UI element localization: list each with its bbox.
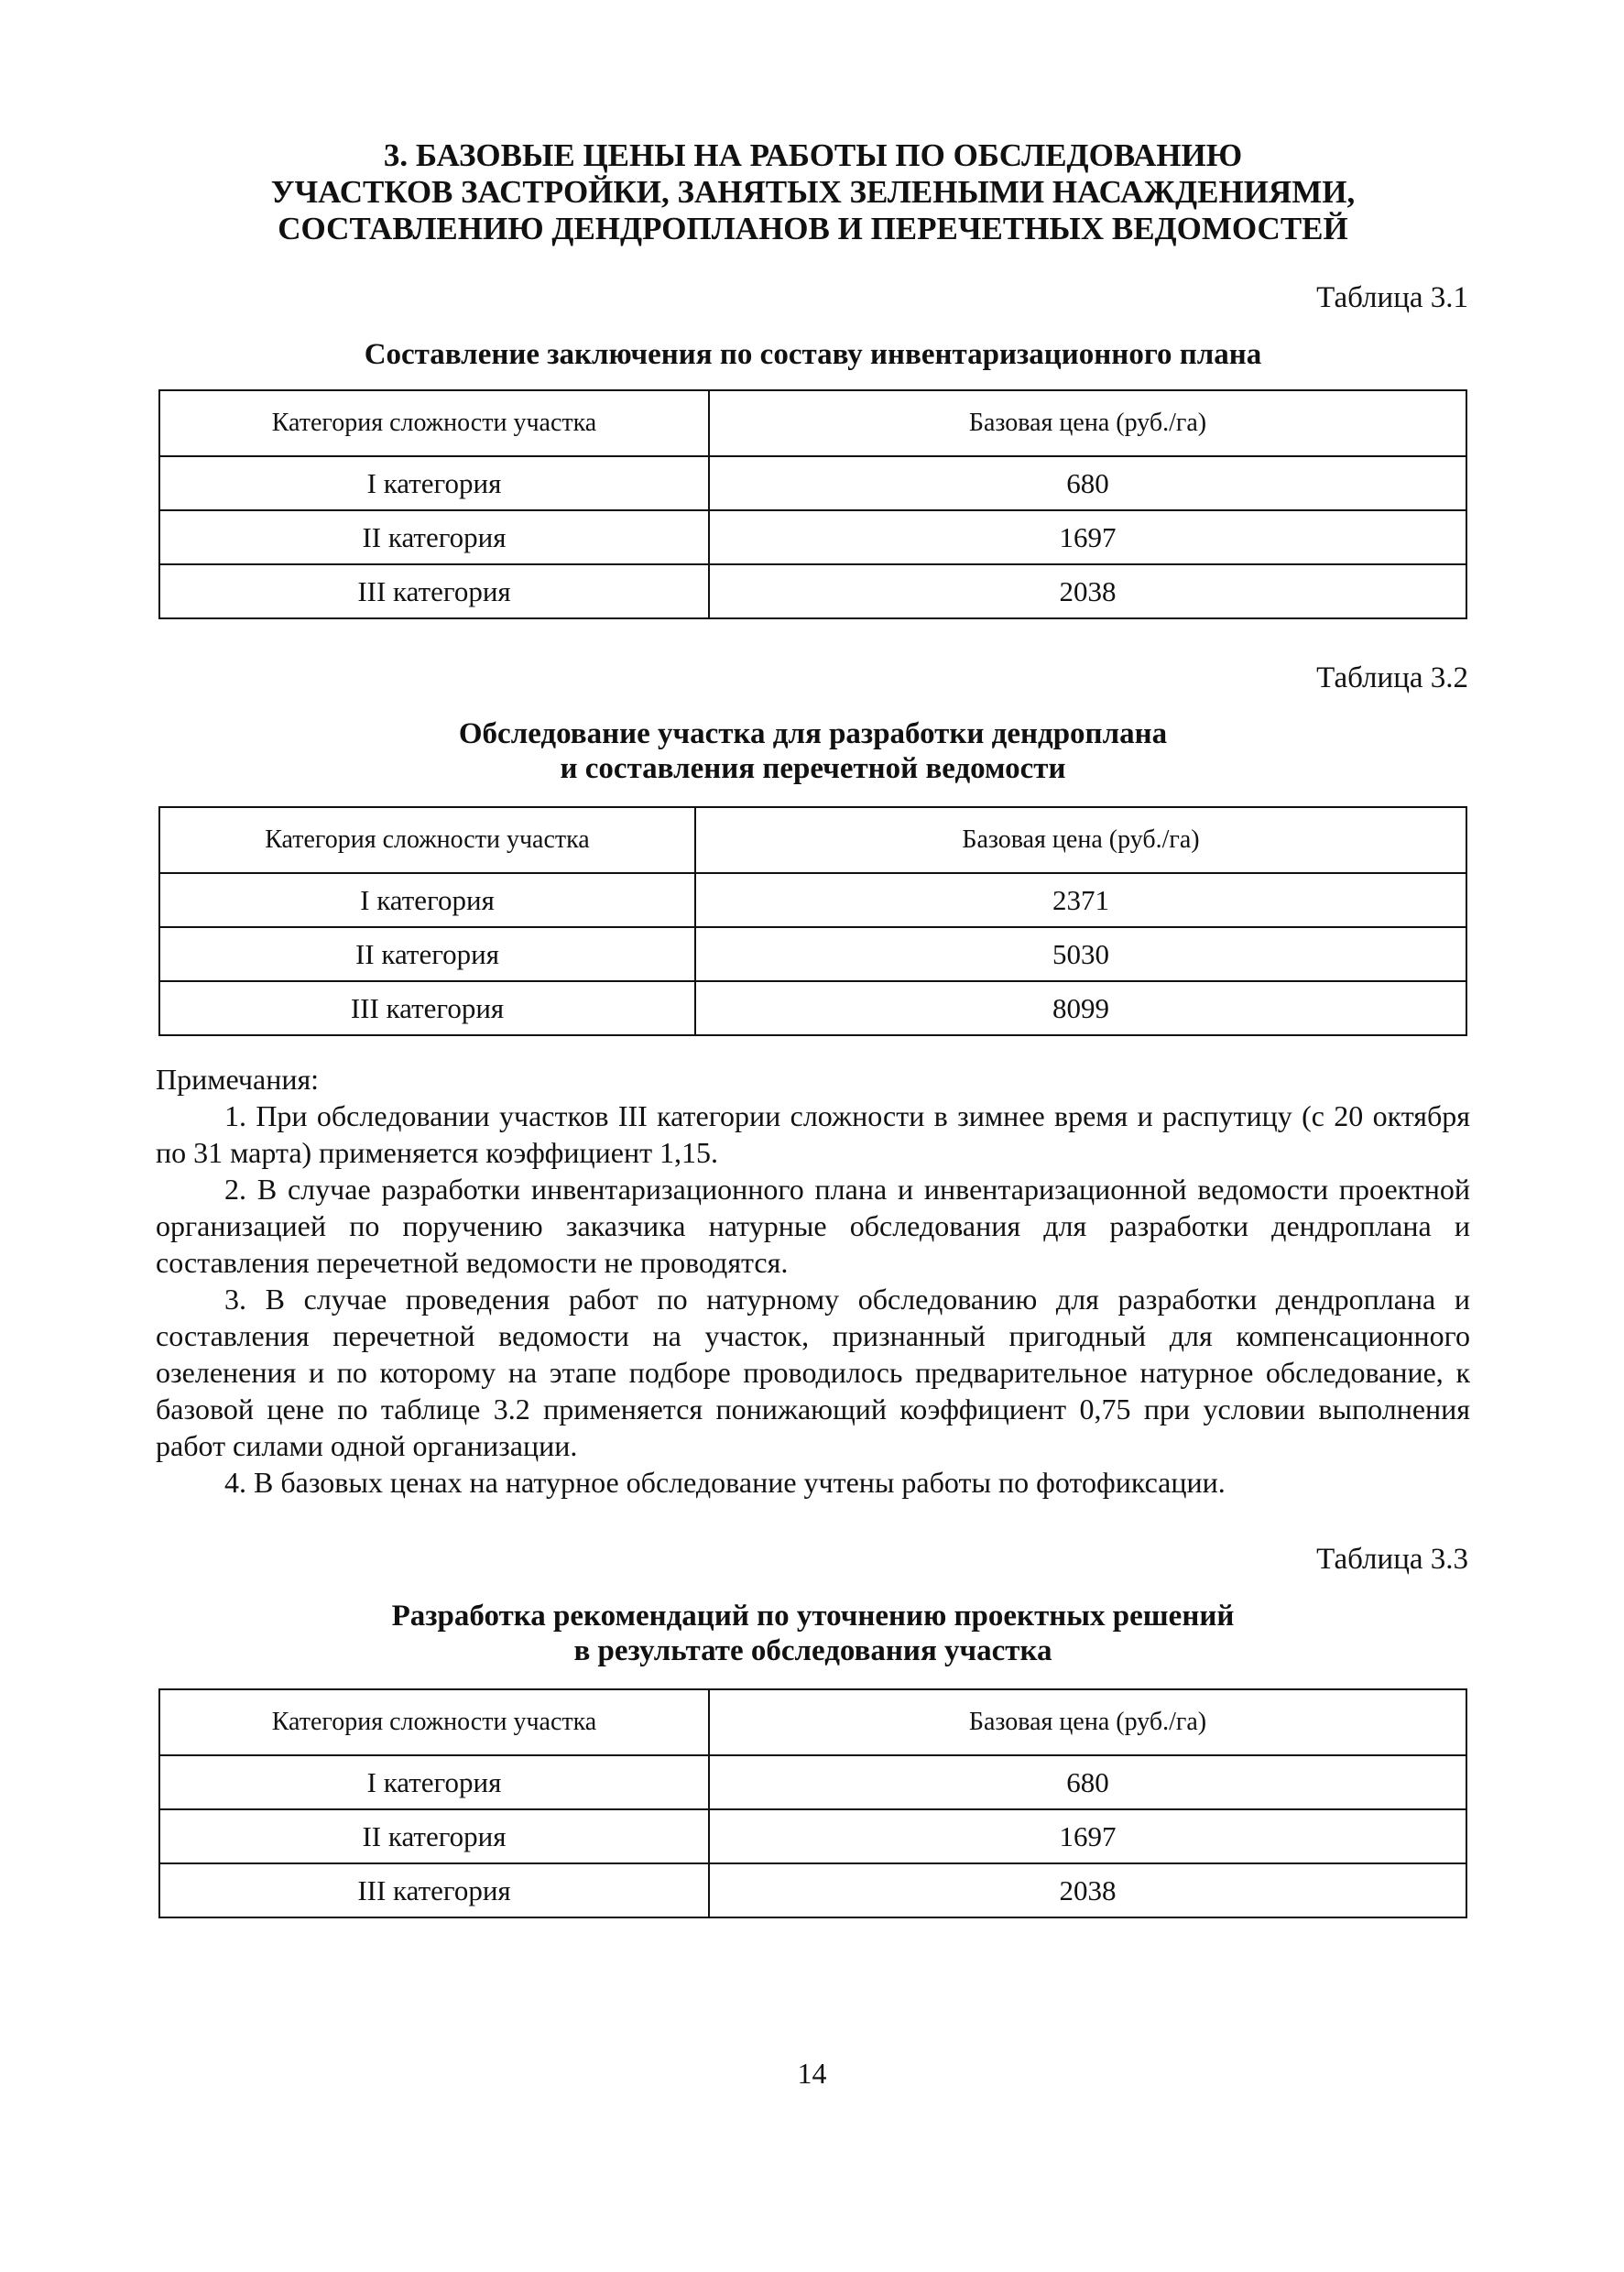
heading-line-3: СОСТАВЛЕНИЮ ДЕНДРОПЛАНОВ И ПЕРЕЧЕТНЫХ ВЕДОМОСТЕЙ [278, 211, 1348, 246]
table-header-row [159, 807, 1466, 873]
header-price: Базовая цена (руб./га) [709, 390, 1466, 456]
table-3-3-title-line-1: Разработка рекомендаций по уточнению проектных решений [391, 1600, 1235, 1633]
note-item: 1. При обследовании участков III категории сложности в зимнее время и распутицу (с 20 октября по 31 марта) применяется коэффициент 1,15. [156, 1099, 1470, 1169]
cell-price: 680 [709, 456, 1466, 510]
table-3-2-label: Таблица 3.2 [1316, 661, 1468, 694]
table-3-2-title-line-2: и составления перечетной ведомости [560, 752, 1066, 785]
header-category: Категория сложности участка [159, 390, 709, 456]
heading-line-1: 3. БАЗОВЫЕ ЦЕНЫ НА РАБОТЫ ПО ОБСЛЕДОВАНИЮ [383, 137, 1243, 173]
table-row [159, 510, 1466, 564]
cell-price: 8099 [695, 981, 1466, 1035]
section-heading [156, 137, 1470, 247]
table-3-3-title [156, 1599, 1470, 1668]
cell-price: 2371 [695, 873, 1466, 927]
cell-category: III категория [159, 981, 695, 1035]
note-item: 2. В случае разработки инвентаризационного плана и инвентаризационной ведомости проектной организацией по поручению заказчика натурные обследования для разработки дендроплана и составления перечетной ведомости не проводятся. [156, 1173, 1470, 1279]
note-item: 4. В базовых ценах на натурное обследование учтены работы по фотофиксации. [224, 1466, 1226, 1499]
table-row [159, 564, 1466, 618]
table-row [159, 927, 1466, 981]
cell-category: I категория [159, 456, 709, 510]
cell-category: I категория [159, 1755, 709, 1809]
header-price: Базовая цена (руб./га) [709, 1689, 1466, 1755]
header-price: Базовая цена (руб./га) [695, 807, 1466, 873]
table-3-2-title-line-1: Обследование участка для разработки дендроплана [458, 717, 1168, 750]
table-3-1 [158, 389, 1467, 619]
table-header-row [159, 1689, 1466, 1755]
cell-price: 2038 [709, 564, 1466, 618]
cell-price: 2038 [709, 1863, 1466, 1917]
cell-price: 680 [709, 1755, 1466, 1809]
cell-category: III категория [159, 1863, 709, 1917]
table-3-2-title [156, 716, 1470, 786]
table-3-1-title: Составление заключения по составу инвентаризационного плана [364, 338, 1262, 371]
table-row [159, 1755, 1466, 1809]
cell-category: I категория [159, 873, 695, 927]
cell-price: 1697 [709, 1809, 1466, 1863]
table-header-row [159, 390, 1466, 456]
table-row [159, 873, 1466, 927]
table-3-1-label: Таблица 3.1 [1316, 281, 1468, 314]
notes-heading: Примечания: [156, 1063, 320, 1096]
table-row [159, 1809, 1466, 1863]
cell-category: II категория [159, 510, 709, 564]
page-number: 14 [797, 2057, 827, 2090]
table-row [159, 1863, 1466, 1917]
cell-category: II категория [159, 927, 695, 981]
table-3-3-label: Таблица 3.3 [1316, 1543, 1468, 1576]
cell-category: II категория [159, 1809, 709, 1863]
table-row [159, 456, 1466, 510]
header-category: Категория сложности участка [159, 1689, 709, 1755]
cell-price: 5030 [695, 927, 1466, 981]
table-3-3 [158, 1688, 1467, 1918]
cell-category: III категория [159, 564, 709, 618]
table-3-2 [158, 806, 1467, 1036]
note-item: 3. В случае проведения работ по натурному обследованию для разработки дендроплана и составления перечетной ведомости на участок, признанный пригодный для компенсационного озеленения и по которому на этапе подборе проводилось предварительное натурное обследование, к базовой цене по таблице 3.2 применяется понижающий коэффициент 0,75 при условии выполнения работ силами одной организации. [156, 1283, 1470, 1462]
notes-block [156, 1061, 1470, 1501]
cell-price: 1697 [709, 510, 1466, 564]
header-category: Категория сложности участка [159, 807, 695, 873]
table-3-3-title-line-2: в результате обследования участка [573, 1634, 1052, 1667]
table-row [159, 981, 1466, 1035]
heading-line-2: УЧАСТКОВ ЗАСТРОЙКИ, ЗАНЯТЫХ ЗЕЛЕНЫМИ НАСАЖДЕНИЯМИ, [270, 174, 1356, 210]
